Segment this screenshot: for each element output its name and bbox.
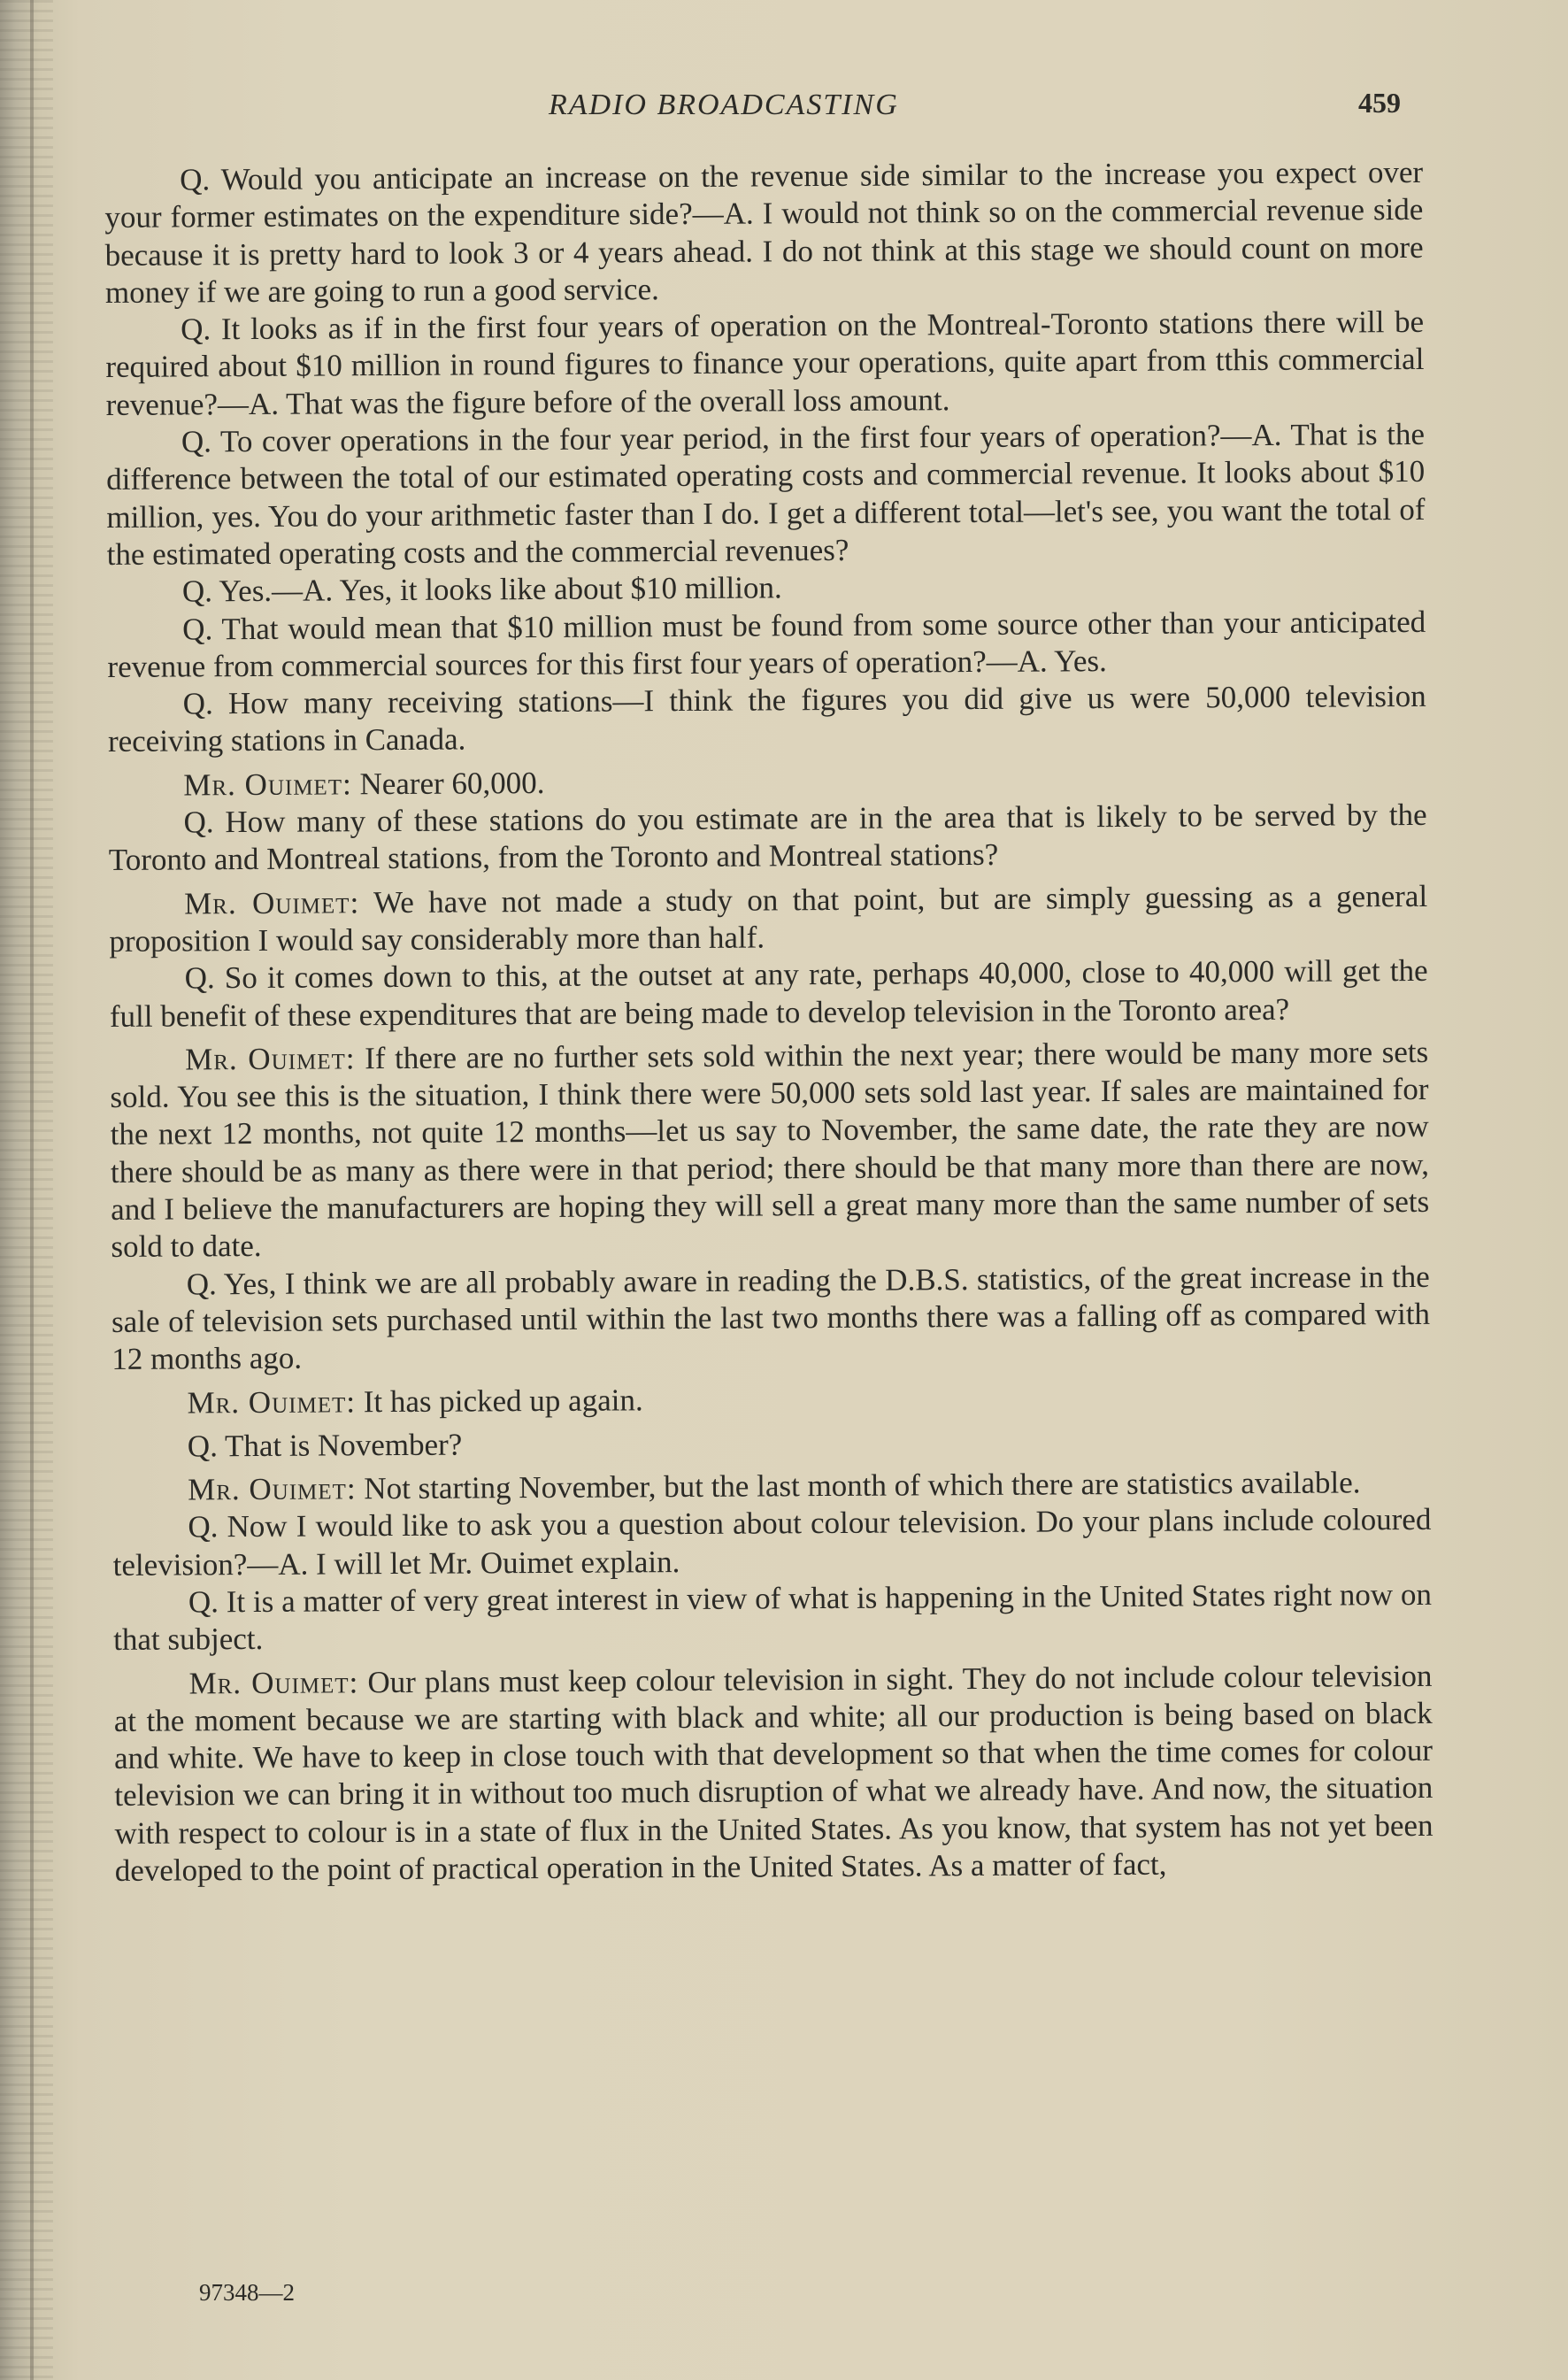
paragraph-text: Q. To cover operations in the four year period, in the first four years of operation?—A. That is the difference between the total of our estimated operating costs and commercial revenue. It looks about $10 million, yes. You do your arithmetic faster than I do. I get a different total—let's see, you want the total of the estimated operating costs and the commercial revenues? — [106, 416, 1426, 572]
paragraph — [106, 416, 1426, 574]
paragraph-text: Q. It looks as if in the first four years of operation on the Montreal-Toronto stations there will be required about $10 million in round figures to finance your operations, quite apart from tthis commercial revenue?—A. That was the figure before of the overall loss amount. — [105, 304, 1425, 422]
paragraph-text: Q. That would mean that $10 million must be found from some source other than your anticipated revenue from commercial sources for this first four years of operation?—A. Yes. — [107, 604, 1426, 684]
book-spine-shadow — [0, 0, 53, 2380]
paragraph-text: If there are no further sets sold within the next year; there would be many more sets sold. You see this is the situation, I think there were 50,000 sets sold last year. If sales are maintained for the next 12 months, not quite 12 months—let us say to November, the same date, the rate they are now there should be as many as there were in that period; there should be that many more than there are now, and I believe the manufacturers are hoping they will sell a great many more than the same number of sets sold to date. — [110, 1034, 1430, 1265]
paragraph — [108, 678, 1426, 761]
signature-mark: 97348—2 — [199, 2279, 295, 2306]
speaker-label: Mr. Ouimet: — [183, 884, 360, 921]
paragraph-text: Q. Yes.—A. Yes, it looks like about $10 million. — [181, 570, 782, 609]
body-text — [104, 154, 1433, 1890]
paragraph-text: It has picked up again. — [355, 1382, 643, 1419]
paragraph-text: Q. Now I would like to ask you a question about colour television. Do your plans include coloured television?—A. I will let Mr. Ouimet explain. — [112, 1502, 1432, 1583]
paragraph — [107, 603, 1426, 686]
paragraph-text: Not starting November, but the last month of which there are statistics available. — [356, 1465, 1361, 1506]
paragraph — [110, 1034, 1430, 1267]
paragraph-text: Q. That is November? — [187, 1427, 463, 1464]
paragraph — [109, 878, 1427, 961]
paragraph-text: Q. Would you anticipate an increase on the revenue side similar to the increase you expect over your former estimates on the expenditure side?—A. I would not think so on the commercial revenue side because it is pretty hard to look 3 or 4 years ahead. I do not think at this stage we should count on more money if we are going to run a good service. — [104, 154, 1424, 310]
paragraph — [113, 1657, 1433, 1890]
speaker-label: Mr. Ouimet: — [188, 1471, 357, 1507]
binding-edge — [30, 0, 34, 2380]
paragraph-text: Q. How many of these stations do you estimate are in the area that is likely to be served by the Toronto and Montreal stations, from the Toronto and Montreal stations? — [108, 797, 1427, 878]
paragraph-text: Our plans must keep colour television in sight. They do not include colour television at the moment because we are starting with black and white; all our production is being based on black and white. We have to keep in close touch with that development so that when the time comes for colour television we can bring it in without too much disruption of what we already have. And now, the situation with respect to colour is in a state of flux in the United States. As you know, that system has not yet been developed to the point of practical operation in the United States. As a matter of fact, — [113, 1658, 1433, 1889]
page-number: 459 — [1358, 87, 1401, 119]
paragraph — [105, 304, 1425, 424]
speaker-label: Mr. Ouimet: — [187, 1383, 357, 1420]
paragraph — [113, 1576, 1432, 1660]
running-header-title: RADIO BROADCASTING — [549, 89, 899, 121]
paragraph-text: We have not made a study on that point, but are simply guessing as a general proposition I would say considerably more than half. — [109, 878, 1428, 959]
paragraph — [111, 1258, 1431, 1378]
paragraph — [112, 1421, 1431, 1466]
speaker-label: Mr. Ouimet: — [185, 1041, 356, 1077]
paragraph — [110, 952, 1428, 1036]
speaker-label: Mr. Ouimet: — [188, 1664, 359, 1701]
paragraph-text: Q. So it comes down to this, at the outset at any rate, perhaps 40,000, close to 40,000 will get the full benefit of these expenditures that are being made to develop television in the Toronto area? — [109, 953, 1428, 1034]
paragraph — [111, 1376, 1430, 1421]
speaker-label: Mr. Ouimet: — [183, 766, 352, 803]
paragraph-text: Q. It is a matter of very great interest in view of what is happening in the United States right now on that subject. — [113, 1576, 1433, 1658]
paragraph — [108, 797, 1426, 880]
paragraph-text: Q. How many receiving stations—I think the figures you did give us were 50,000 television receiving stations in Canada. — [107, 679, 1426, 759]
paragraph — [112, 1501, 1431, 1584]
paragraph — [104, 154, 1424, 312]
paragraph-text: Nearer 60,000. — [351, 765, 545, 802]
paragraph-text: Q. Yes, I think we are all probably aware in reading the D.B.S. statistics, of the great increase in the sale of television sets purchased until within the last two months there was a falling off as compared with 12 months ago. — [111, 1259, 1431, 1377]
